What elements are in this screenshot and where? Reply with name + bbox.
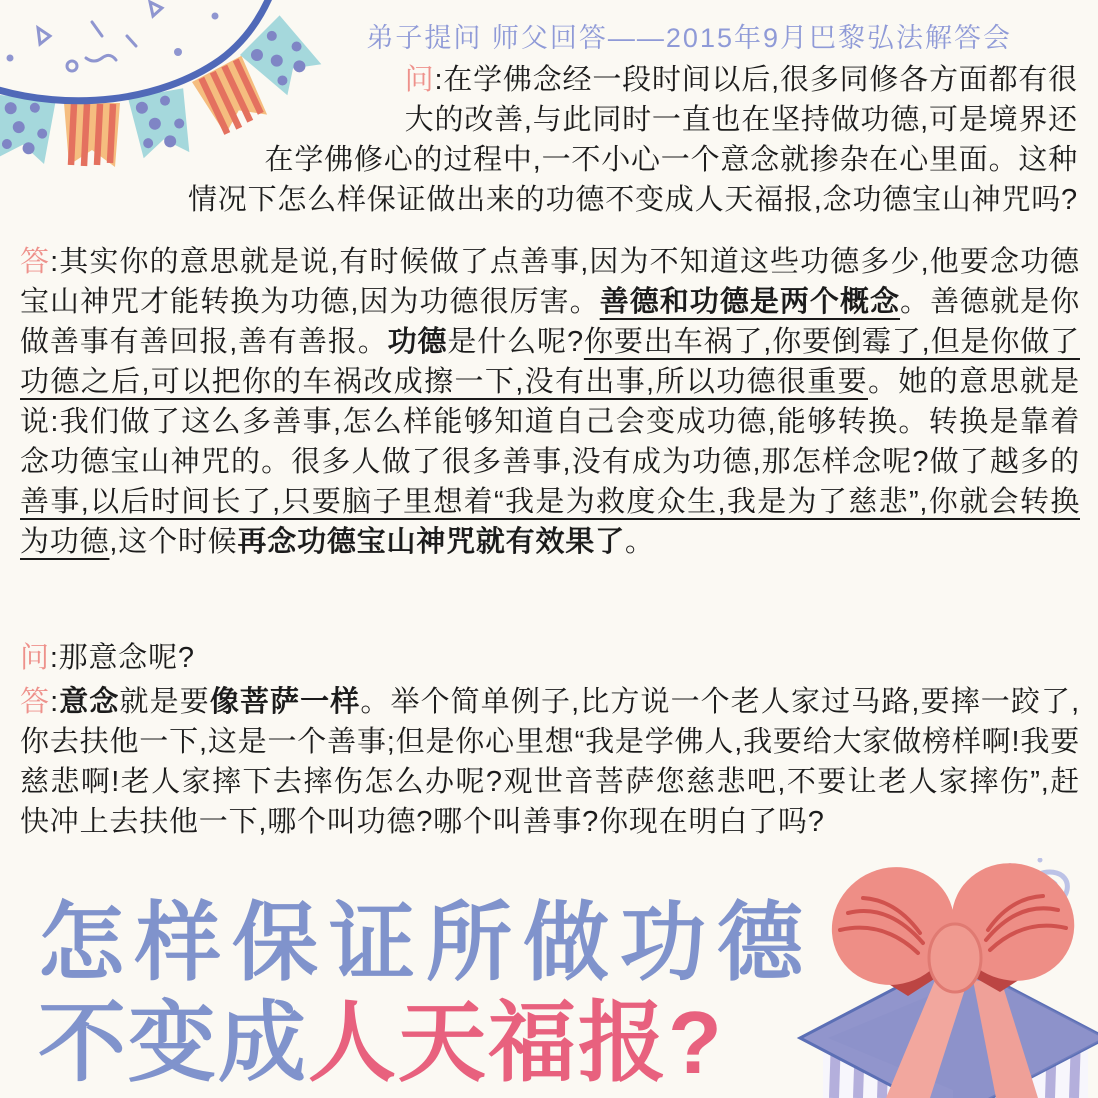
question-1-lines: 大的改善,与此同时一直也在坚持做功德,可是境界还 在学佛修心的过程中,一不小心一个意念就掺杂在心里面。这种 情况下怎么样保证做出来的功德不变成人天福报,念功德宝山神咒吗? <box>188 104 1078 216</box>
gift-box-icon <box>788 858 1098 1098</box>
question-colon: : <box>49 642 59 674</box>
question-marker: 问 <box>20 642 50 674</box>
answer-1-text: 其实你的意思就是说,有时候做了点善事,因为不知道这些功德多少,他要念功德宝山神咒才能转换为功德,因为功德很厉害。善德和功德是两个概念。善德就是你做善事有善回报,善有善报。功德是什么呢?你要出车祸了,你要倒霉了,但是你做了功德之后,可以把你的车祸改成擦一下,没有出事,所以功德很重要。她的意思就是说:我们做了这么多善事,怎么样能够知道自己会变成功德,能够转换。转换是靠着念功德宝山神咒的。很多人做了很多善事,没有成为功德,那怎样念呢?做了越多的善事,以后时间长了,只要脑子里想着“我是为救度众生,我是为了慈悲”,你就会转换为功德,这个时候再念功德宝山神咒就有效果了。 <box>20 246 1080 558</box>
footer-title <box>38 894 814 1092</box>
event-header <box>360 16 1012 55</box>
question-marker: 问 <box>404 64 435 96</box>
answer-2-text: 意念就是要像菩萨一样。举个简单例子,比方说一个老人家过马路,要摔一跤了,你去扶他一下,这是一个善事;但是你心里想“我是学佛人,我要给大家做榜样啊!我要慈悲啊!老人家摔下去摔伤怎么办呢?观世音菩萨您慈悲吧,不要让老人家摔伤”,赶快冲上去扶他一下,哪个叫功德?哪个叫善事?你现在明白了吗? <box>20 686 1080 838</box>
footer-title-line1: 怎样保证所做功德 <box>38 895 814 991</box>
question-1-first-line <box>20 60 1078 100</box>
question-2 <box>20 638 1078 678</box>
question-1-text: 在学佛念经一段时间以后,很多同修各方面都有很 <box>443 64 1078 96</box>
answer-marker: 答 <box>20 246 51 278</box>
answer-2 <box>20 682 1080 842</box>
answer-colon: : <box>50 246 59 278</box>
question-colon: : <box>434 64 444 96</box>
bow-icon <box>811 858 1094 1006</box>
answer-colon: : <box>50 686 59 718</box>
answer-marker: 答 <box>20 686 51 718</box>
gift-decoration <box>788 858 1098 1098</box>
question-1 <box>20 60 1078 220</box>
footer-title-line2: 不变成人天福报? <box>38 993 724 1092</box>
answer-1 <box>20 242 1080 562</box>
event-header-text: 弟子提问 师父回答——2015年9月巴黎弘法解答会 <box>366 23 1012 53</box>
question-2-text: 那意念呢? <box>58 642 195 674</box>
